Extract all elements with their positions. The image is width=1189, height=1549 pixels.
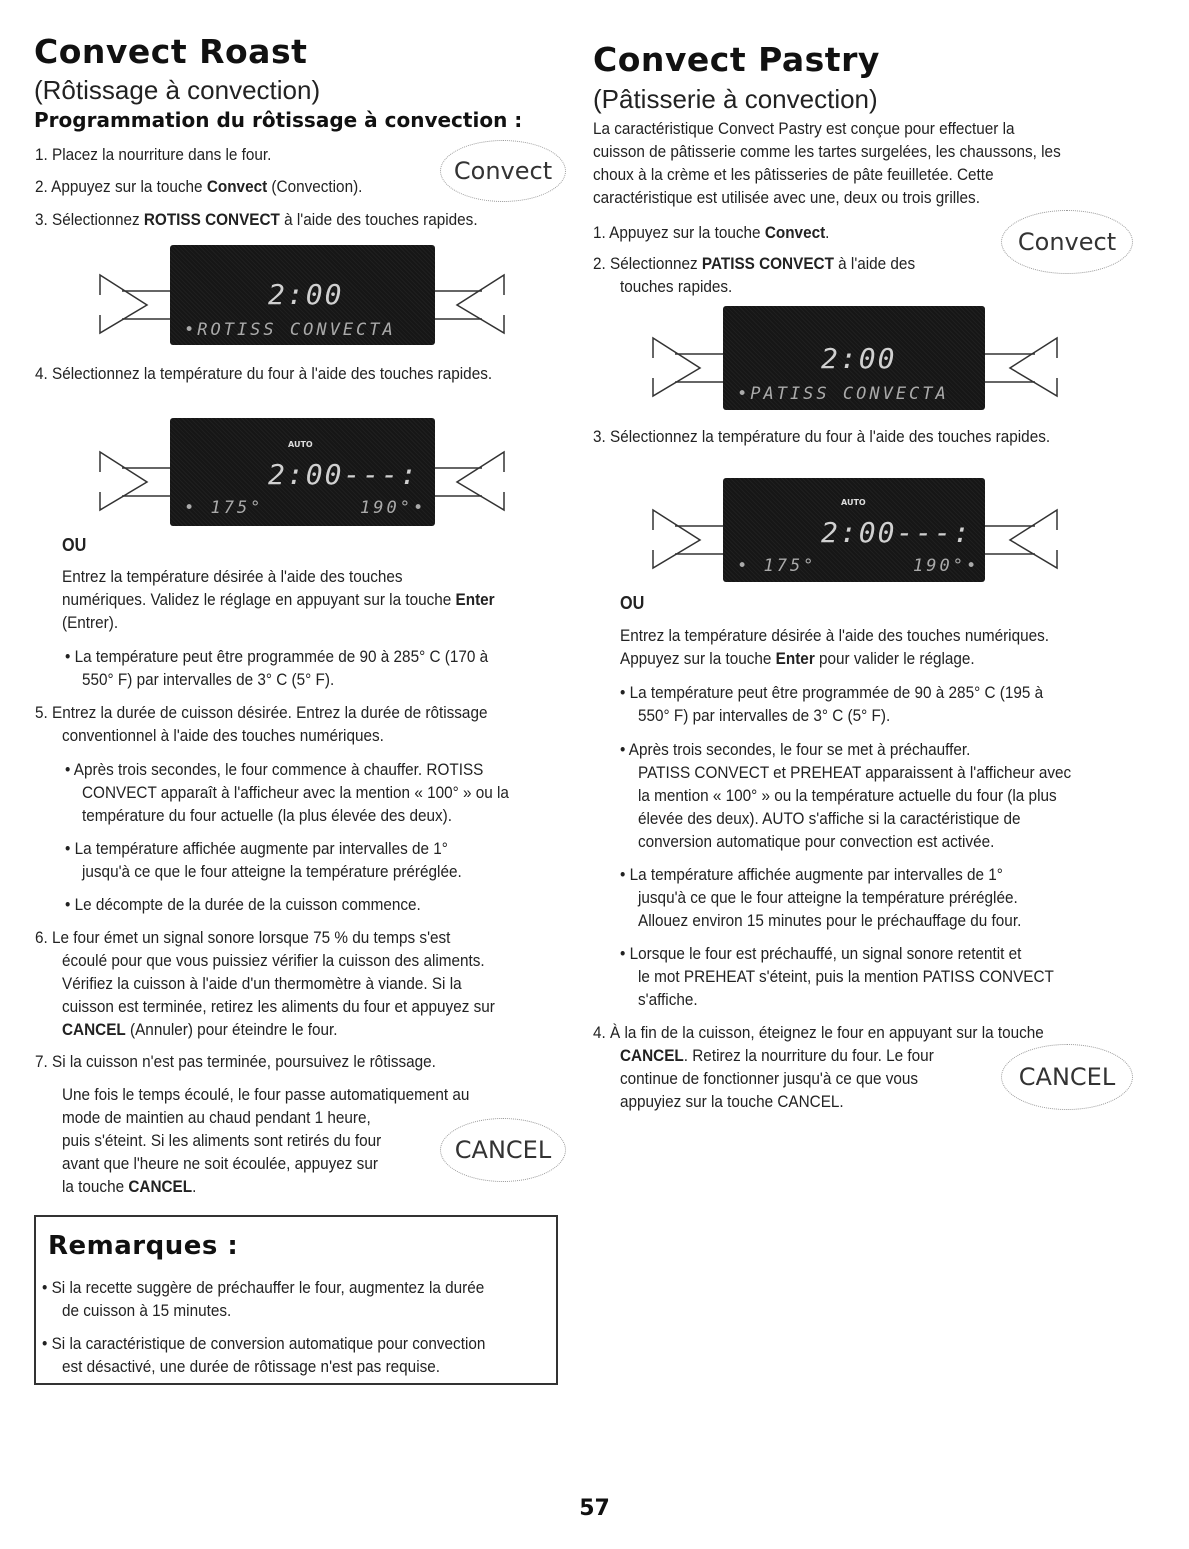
display-screen (170, 418, 435, 526)
or-text-line: Entrez la température désirée à l'aide des touches numériques. (620, 626, 1050, 645)
bullet: PATISS CONVECT et PREHEAT apparaissent à l'afficheur avec (638, 763, 1072, 782)
notes-box (34, 1215, 558, 1385)
step-5: conventionnel à l'aide des touches numériques. (62, 726, 384, 745)
step-1: 1. Placez la nourriture dans le four. (35, 145, 272, 164)
or-text-line: Appuyez sur la touche Enter pour valider le réglage. (620, 649, 975, 668)
oven-display-temp (645, 478, 1065, 582)
step-4: 4. Sélectionnez la température du four à l'aide des touches rapides. (35, 364, 493, 383)
note: de cuisson à 15 minutes. (62, 1301, 232, 1320)
bullet: conversion automatique pour convection est activée. (638, 832, 995, 851)
bullet: • Lorsque le four est préchauffé, un signal sonore retentit et (620, 944, 1022, 963)
display-auto: AUTO (288, 440, 313, 449)
bullet: jusqu'à ce que le four atteigne la température préréglée. (82, 862, 462, 881)
step-4: appuyiez sur la touche CANCEL. (620, 1092, 844, 1111)
display-time: 2:00---: (821, 516, 972, 549)
oven-display-patiss (645, 306, 1065, 410)
bullet: s'affiche. (638, 990, 698, 1009)
display-text: •ROTISS CONVECTA (184, 320, 396, 340)
section-title: Convect Roast (34, 32, 308, 71)
bullet: • Le décompte de la durée de la cuisson commence. (65, 895, 421, 914)
intro-line: caractéristique est utilisée avec une, deux ou trois grilles. (593, 188, 980, 207)
step-7: puis s'éteint. Si les aliments sont retirés du four (62, 1131, 382, 1150)
cancel-key: CANCEL (1001, 1044, 1133, 1110)
step-5: 5. Entrez la durée de cuisson désirée. Entrez la durée de rôtissage (35, 703, 488, 722)
step-2: touches rapides. (620, 277, 733, 296)
or-text-line: (Entrer). (62, 613, 119, 632)
display-screen (170, 245, 435, 345)
step-3: 3. Sélectionnez la température du four à l'aide des touches rapides. (593, 427, 1051, 446)
or-text-line: Entrez la température désirée à l'aide des touches (62, 567, 403, 586)
convect-key: Convect (440, 140, 566, 202)
display-temp-right: 190°• (913, 556, 980, 576)
section-heading: Programmation du rôtissage à convection : (34, 108, 523, 132)
bullet: • La température affichée augmente par intervalles de 1° (65, 839, 448, 858)
section-subtitle: (Rôtissage à convection) (34, 75, 321, 105)
bullet: la mention « 100° » ou la température actuelle du four (la plus (638, 786, 1057, 805)
cancel-key: CANCEL (440, 1118, 566, 1182)
bullet: • Après trois secondes, le four commence à chauffer. ROTISS (65, 760, 484, 779)
intro-line: cuisson de pâtisserie comme les tartes surgelées, les chaussons, les (593, 142, 1061, 161)
display-auto: AUTO (841, 498, 866, 507)
oven-display-rotiss (92, 245, 512, 345)
step-4: CANCEL. Retirez la nourriture du four. Le four (620, 1046, 934, 1065)
display-text: •PATISS CONVECTA (737, 384, 949, 404)
bullet: CONVECT apparaît à l'afficheur avec la mention « 100° » ou la (82, 783, 509, 802)
step-6: 6. Le four émet un signal sonore lorsque 75 % du temps s'est (35, 928, 451, 947)
intro-line: choux à la crème et les pâtisseries de pâte feuilletée. Cette (593, 165, 994, 184)
step-2: 2. Sélectionnez PATISS CONVECT à l'aide des (593, 254, 916, 273)
step-7: avant que l'heure ne soit écoulée, appuyez sur (62, 1154, 378, 1173)
step-3: 3. Sélectionnez ROTISS CONVECT à l'aide des touches rapides. (35, 210, 478, 229)
step-7: 7. Si la cuisson n'est pas terminée, poursuivez le rôtissage. (35, 1052, 436, 1071)
display-screen (723, 478, 985, 582)
or-label: OU (620, 593, 645, 613)
bullet: 550° F) par intervalles de 3° C (5° F). (82, 670, 335, 689)
bullet: • Après trois secondes, le four se met à préchauffer. (620, 740, 971, 759)
note: • Si la recette suggère de préchauffer le four, augmentez la durée (42, 1278, 485, 1297)
step-2: 2. Appuyez sur la touche Convect (Convection). (35, 177, 363, 196)
step-6: cuisson est terminée, retirez les aliments du four et appuyez sur (62, 997, 495, 1016)
oven-display-temp (92, 418, 512, 526)
bullet: élevée des deux). AUTO s'affiche si la caractéristique de (638, 809, 1021, 828)
display-time: 2:00 (268, 278, 344, 311)
note: • Si la caractéristique de conversion automatique pour convection (42, 1334, 486, 1353)
step-6: CANCEL (Annuler) pour éteindre le four. (62, 1020, 338, 1039)
bullet: • La température affichée augmente par intervalles de 1° (620, 865, 1003, 884)
bullet: jusqu'à ce que le four atteigne la température préréglée. (638, 888, 1018, 907)
notes-title: Remarques : (48, 1231, 239, 1261)
or-text-line: numériques. Validez le réglage en appuyant sur la touche Enter (62, 590, 495, 609)
step-6: Vérifiez la cuisson à l'aide d'un thermomètre à viande. Si la (62, 974, 462, 993)
display-time: 2:00---: (268, 458, 419, 491)
step-4: 4. À la fin de la cuisson, éteignez le four en appuyant sur la touche (593, 1023, 1044, 1042)
display-temp-right: 190°• (360, 498, 427, 518)
step-4: continue de fonctionner jusqu'à ce que vous (620, 1069, 919, 1088)
display-temp-left: • 175° (737, 556, 817, 576)
display-screen (723, 306, 985, 410)
display-time: 2:00 (821, 342, 897, 375)
step-7: la touche CANCEL. (62, 1177, 197, 1196)
bullet: • La température peut être programmée de 90 à 285° C (170 à (65, 647, 489, 666)
step-6: écoulé pour que vous puissiez vérifier la cuisson des aliments. (62, 951, 485, 970)
bullet: température du four actuelle (la plus élevée des deux). (82, 806, 452, 825)
step-7: Une fois le temps écoulé, le four passe automatiquement au (62, 1085, 470, 1104)
section-title: Convect Pastry (593, 40, 880, 79)
step-7: mode de maintien au chaud pendant 1 heure, (62, 1108, 371, 1127)
convect-key: Convect (1001, 210, 1133, 274)
intro-line: La caractéristique Convect Pastry est conçue pour effectuer la (593, 119, 1015, 138)
step-1: 1. Appuyez sur la touche Convect. (593, 223, 830, 242)
note: est désactivé, une durée de rôtissage n'est pas requise. (62, 1357, 441, 1376)
page-number: 57 (579, 1496, 610, 1521)
section-subtitle: (Pâtisserie à convection) (593, 84, 878, 114)
bullet: le mot PREHEAT s'éteint, puis la mention PATISS CONVECT (638, 967, 1054, 986)
bullet: Allouez environ 15 minutes pour le préchauffage du four. (638, 911, 1022, 930)
bullet: • La température peut être programmée de 90 à 285° C (195 à (620, 683, 1044, 702)
bullet: 550° F) par intervalles de 3° C (5° F). (638, 706, 891, 725)
or-label: OU (62, 535, 87, 555)
display-temp-left: • 175° (184, 498, 264, 518)
